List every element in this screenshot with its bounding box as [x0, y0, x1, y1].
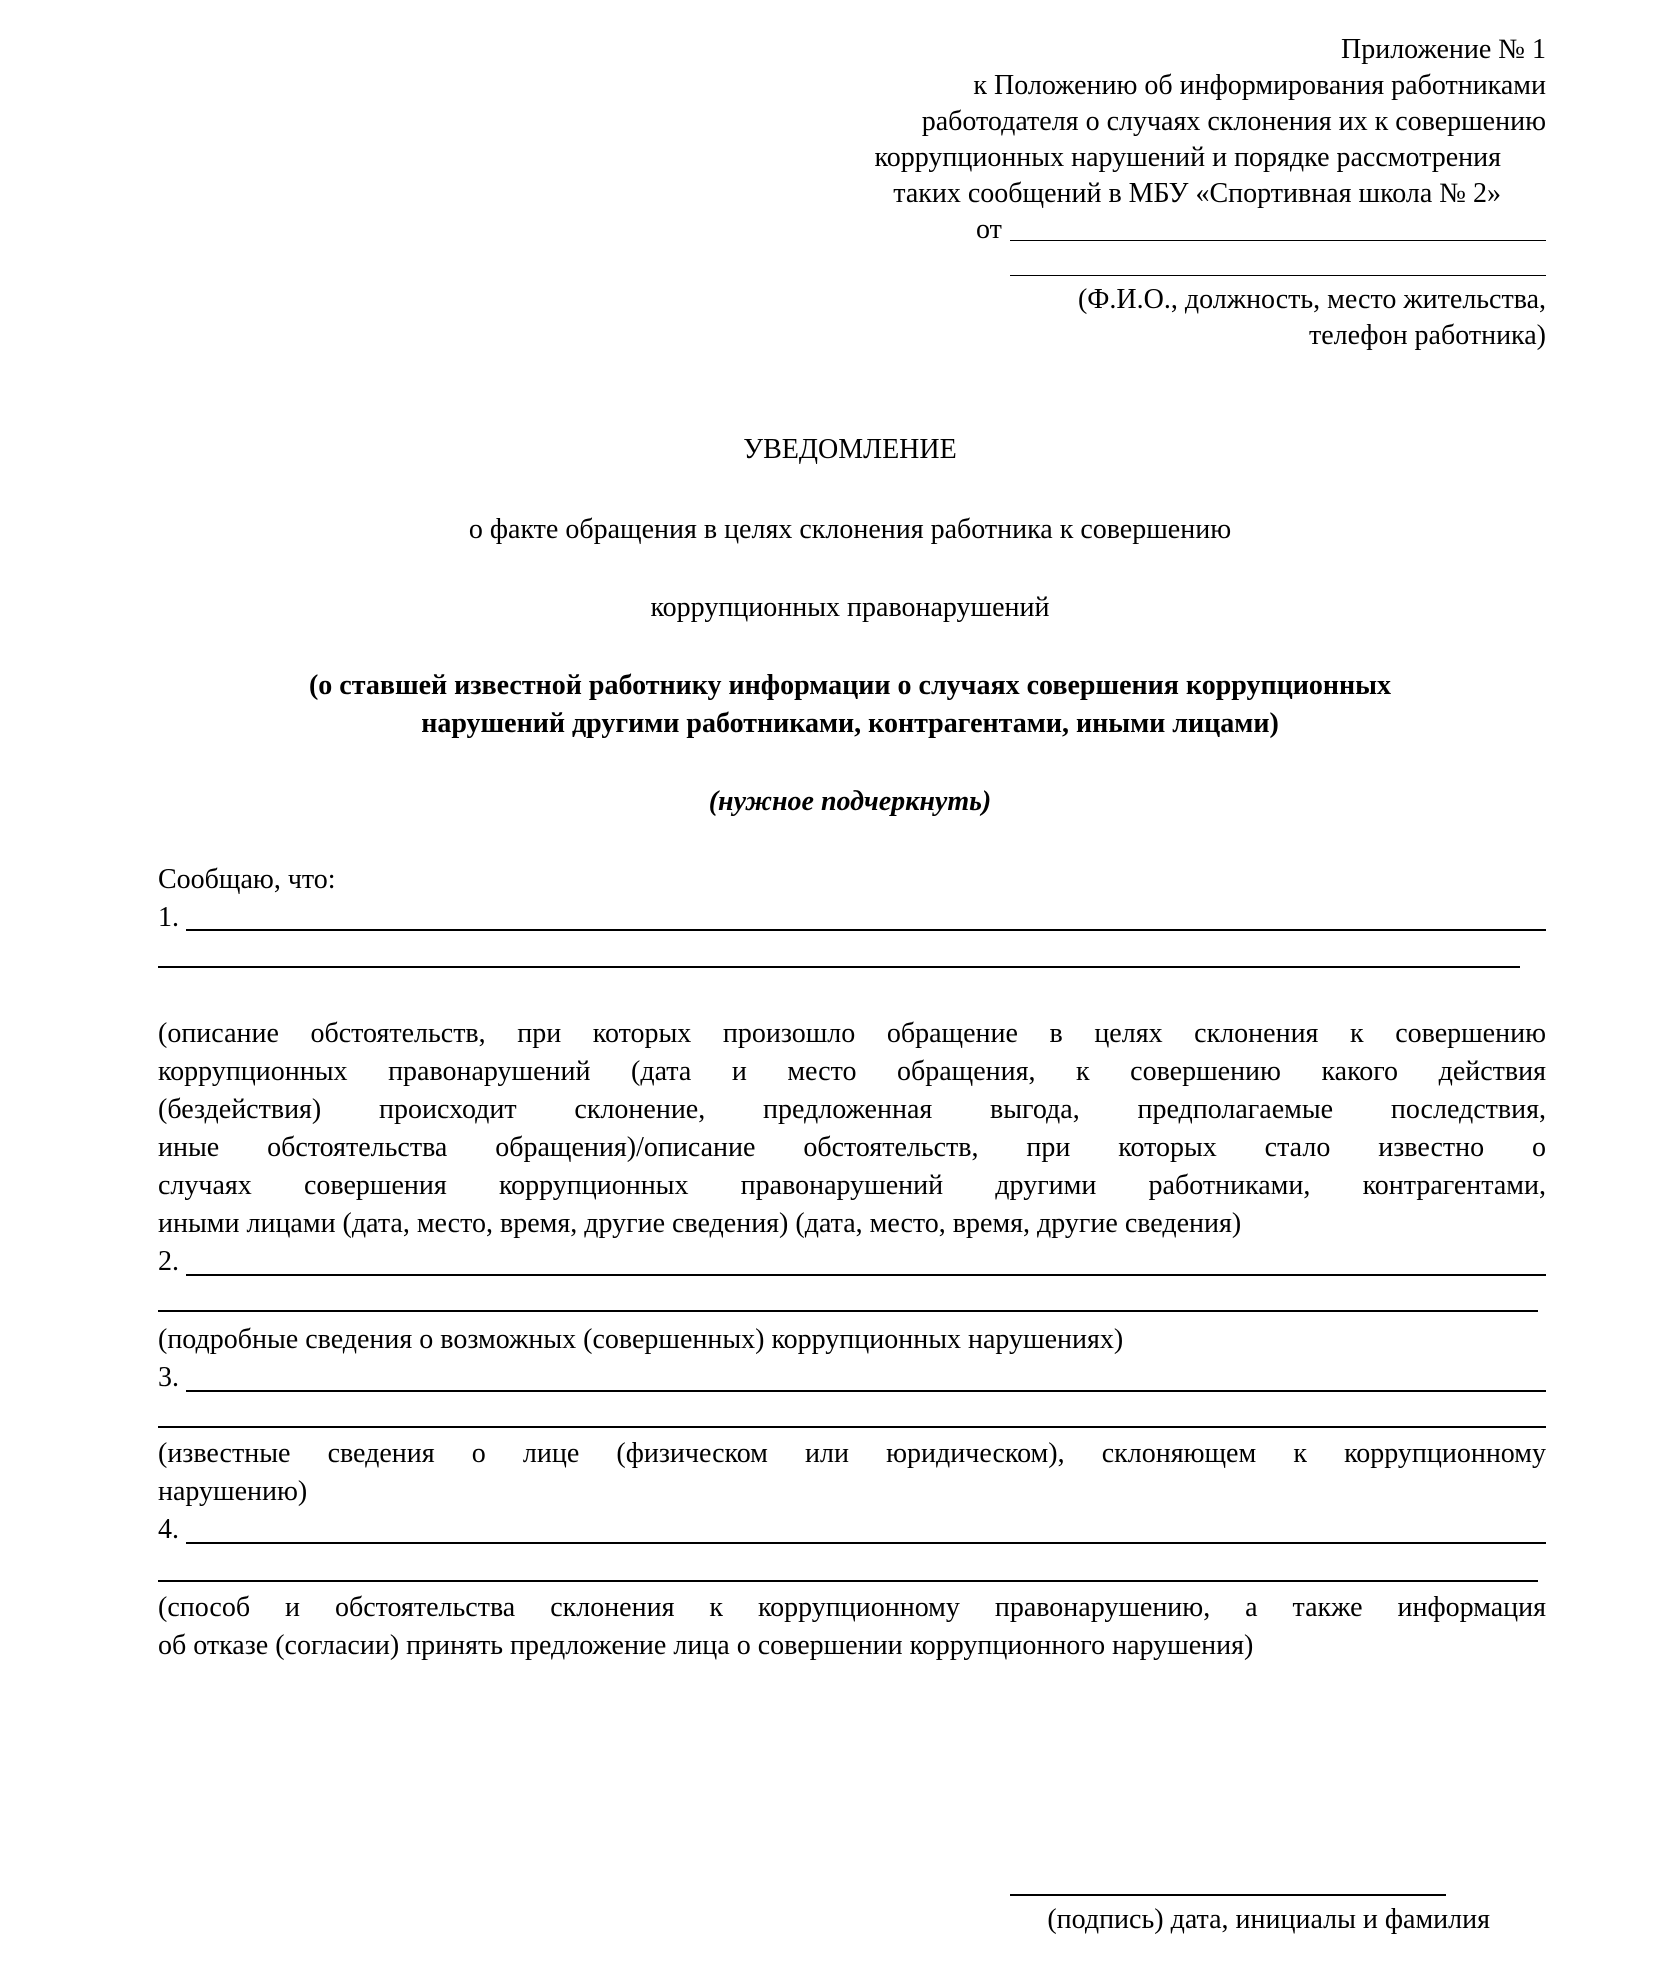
item-1-blank-line-2	[158, 966, 1520, 968]
item-4-blank-line-2	[158, 1580, 1538, 1582]
from-caption-line-1: (Ф.И.О., должность, место жительства,	[1077, 284, 1546, 315]
item-4-number: 4.	[158, 1514, 179, 1545]
underline-note: (нужное подчеркнуть)	[708, 786, 992, 817]
title-subtitle-1: о факте обращения в целях склонения работника к совершению	[468, 514, 1232, 545]
item-1-desc-line-1: (описание обстоятельств, при которых произошло обращение в целях склонения к совершению	[158, 1018, 1546, 1049]
item-1-desc-line-2: коррупционных правонарушений (дата и место обращения, к совершению какого действия	[158, 1056, 1546, 1087]
item-1-desc-line-5: случаях совершения коррупционных правонарушений другими работниками, контрагентами,	[158, 1170, 1546, 1201]
document-title: УВЕДОМЛЕНИЕ	[743, 434, 957, 465]
from-name-blank-line-2	[1010, 275, 1546, 276]
item-3-desc-line-2: нарушению)	[158, 1476, 308, 1507]
item-2-blank-line	[186, 1274, 1546, 1276]
item-1-number: 1.	[158, 902, 179, 933]
signature-caption: (подпись) дата, инициалы и фамилия	[1047, 1904, 1490, 1935]
header-line-1: к Положению об информирования работниками	[973, 70, 1546, 101]
signature-blank-line	[1010, 1894, 1446, 1896]
item-1-blank-line	[186, 929, 1546, 931]
header-line-2: работодателя о случаях склонения их к совершению	[921, 106, 1546, 137]
item-1-desc-line-6: иными лицами (дата, место, время, другие сведения) (дата, место, время, другие сведения)	[158, 1208, 1242, 1239]
title-subtitle-2: коррупционных правонарушений	[650, 592, 1050, 623]
appendix-number: Приложение № 1	[1341, 34, 1546, 65]
item-4-blank-line	[186, 1542, 1546, 1544]
header-line-3: коррупционных нарушений и порядке рассмотрения	[874, 142, 1501, 173]
item-1-desc-line-3: (бездействия) происходит склонение, предложенная выгода, предполагаемые последствия,	[158, 1094, 1546, 1125]
item-4-desc-line-2: об отказе (согласии) принять предложение лица о совершении коррупционного нарушения)	[158, 1630, 1254, 1661]
item-3-blank-line-2	[158, 1426, 1546, 1428]
title-bold-line-2: нарушений другими работниками, контрагентами, иными лицами)	[421, 708, 1279, 739]
item-2-blank-line-2	[158, 1310, 1538, 1312]
item-3-desc-line-1: (известные сведения о лице (физическом или юридическом), склоняющем к коррупционному	[158, 1438, 1546, 1469]
item-1-desc-line-4: иные обстоятельства обращения)/описание обстоятельств, при которых стало известно о	[158, 1132, 1546, 1163]
from-name-blank-line	[1010, 240, 1546, 241]
item-2-desc: (подробные сведения о возможных (совершенных) коррупционных нарушениях)	[158, 1324, 1124, 1355]
from-label: от	[976, 214, 1002, 245]
item-2-number: 2.	[158, 1246, 179, 1277]
from-caption-line-2: телефон работника)	[1309, 320, 1546, 351]
item-4-desc-line-1: (способ и обстоятельства склонения к коррупционному правонарушению, а также информация	[158, 1592, 1546, 1623]
title-bold-line-1: (о ставшей известной работнику информации о случаях совершения коррупционных	[308, 670, 1392, 701]
item-3-blank-line	[186, 1390, 1546, 1392]
item-3-number: 3.	[158, 1362, 179, 1393]
intro-text: Сообщаю, что:	[158, 864, 336, 895]
header-line-4: таких сообщений в МБУ «Спортивная школа № 2»	[893, 178, 1501, 209]
